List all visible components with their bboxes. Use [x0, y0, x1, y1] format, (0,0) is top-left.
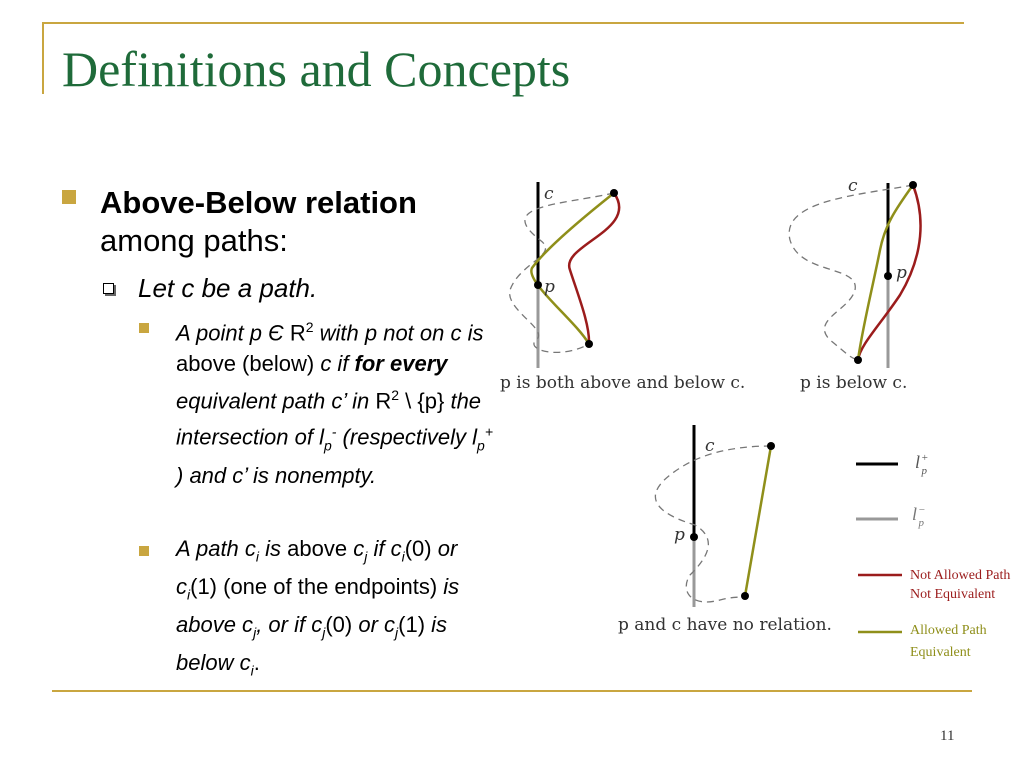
figure-caption: p is both above and below c. — [500, 373, 746, 393]
figure-caption: p is below c. — [800, 373, 908, 393]
path-definition: A path $c_i$ is above $c_j$ if $c_i(0)$ or $c_i(1)$ (one of the endpoints) is above $c_j$, or if $c_j(0)$ or $c_j(1)$ is below $c_i$. — [176, 536, 460, 679]
legend-lp-plus-label: l+ p — [915, 452, 929, 477]
label-c: c — [705, 436, 715, 456]
slide-title: Definitions and Concepts — [62, 41, 571, 97]
point-definition: A point p Є $R^2$ with p not on c is above (below) c if for every equivalent path c’ in $R^2$ \ {p} the intersection of $l_p^-$ (respectively $l_p^+$ ) and c’ is nonempty. — [176, 319, 494, 488]
legend-not-allowed-label-1: Not Allowed Path — [910, 568, 1011, 583]
figure-below — [789, 176, 920, 393]
label-c: c — [848, 176, 858, 196]
label-p: p — [674, 525, 685, 545]
allowed-path — [745, 446, 771, 596]
not-allowed-path — [569, 193, 619, 344]
endpoint-dot — [610, 189, 618, 197]
figure-no-relation — [618, 425, 832, 635]
path-c-dashed — [655, 446, 771, 602]
endpoint-dot — [741, 592, 749, 600]
endpoint-dot — [585, 340, 593, 348]
endpoint-dot — [767, 442, 775, 450]
figure-caption: p and c have no relation. — [618, 615, 832, 635]
endpoint-dot — [909, 181, 917, 189]
label-p: p — [544, 277, 555, 297]
point-p-dot — [534, 281, 542, 289]
page-number: 11 — [940, 728, 955, 744]
bullet-level1-bold: Above-Below relation — [100, 185, 417, 220]
legend-allowed-label-2: Equivalent — [910, 645, 971, 660]
legend — [856, 452, 1010, 660]
bullet-level2: Let c be a path. — [138, 273, 318, 303]
point-p-dot — [884, 272, 892, 280]
legend-lp-minus-label: l− p — [912, 504, 926, 529]
figure-both-above-below — [500, 182, 745, 393]
path-c-dashed — [510, 193, 614, 352]
point-p-dot — [690, 533, 698, 541]
label-c: c — [544, 184, 554, 204]
allowed-path — [531, 193, 614, 344]
legend-allowed-label-1: Allowed Path — [910, 623, 987, 638]
legend-not-allowed-label-2: Not Equivalent — [910, 587, 996, 602]
label-p: p — [896, 263, 907, 283]
bullet-level1-rest: among paths: — [100, 223, 288, 258]
endpoint-dot — [854, 356, 862, 364]
